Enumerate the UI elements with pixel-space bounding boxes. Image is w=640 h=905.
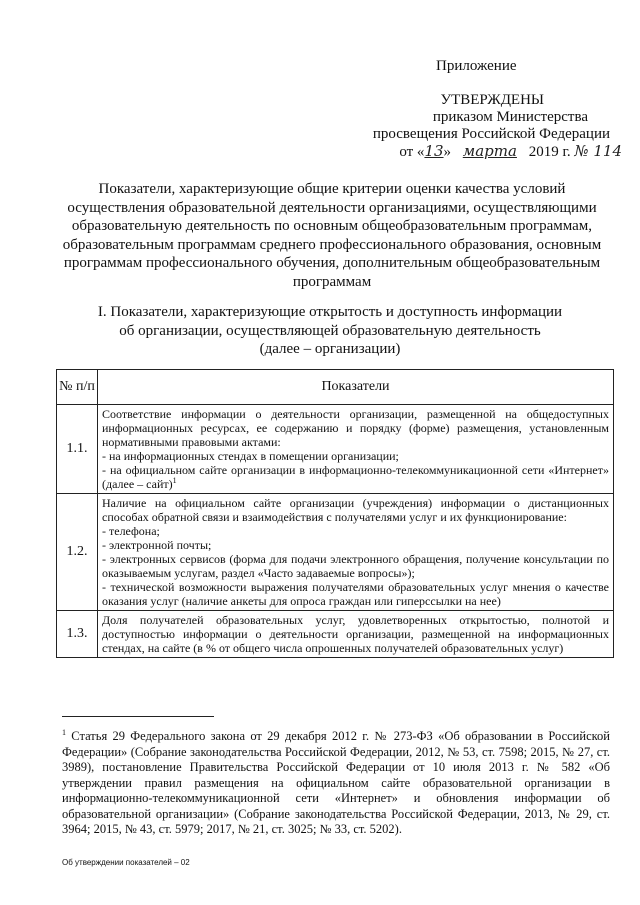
table-row <box>57 405 614 494</box>
order-date-line <box>330 143 622 161</box>
row-text <box>98 494 614 611</box>
row-line: - электронной почты; <box>102 538 212 552</box>
section-title-line-2: об организации, осуществляющей образовательную деятельность <box>119 322 541 339</box>
row-line: Наличие на официальном сайте организации (учреждения) информации о дистанционных способах обратной связи и взаимодействия с получателями услуг и их функционирование: <box>102 496 609 524</box>
row-line: - электронных сервисов (форма для подачи электронного обращения, получение консультации по оказываемым услугам, раздел «Часто задаваемые вопросы»); <box>102 552 609 580</box>
table-header-row <box>57 370 614 405</box>
row-number: 1.2. <box>57 494 98 611</box>
row-line: - на официальном сайте организации в информационно-телекоммуникационной сети «Интернет» (далее – сайт) <box>102 463 609 491</box>
approval-block <box>330 92 622 161</box>
row-line: - телефона; <box>102 524 160 538</box>
table-row <box>57 494 614 611</box>
footnote <box>62 729 610 838</box>
order-line-1: приказом Министерства <box>432 109 588 125</box>
table-row <box>57 611 614 658</box>
approved-label: УТВЕРЖДЕНЫ <box>440 92 544 108</box>
footnote-text: Статья 29 Федерального закона от 29 декабря 2012 г. № 273-ФЗ «Об образовании в Российской Федерации» (Собрание законодательства Российской Федерации, 2012, № 53, ст. 7598; 2015, № 27, ст. 3989), постановление Правительства Российской Федерации от 10 июля 2013 г. № 582 «Об утверждении правил размещения на официальном сайте образовательной организации в информационно-телекоммуникационной сети «Интернет» и обновления информации об образовательной организации» (Собрание законодательства Российской Федерации, 2013, № 29, ст. 3964; 2015, № 43, ст. 5979; 2017, № 21, ст. 3025; № 33, ст. 5202). <box>62 729 610 836</box>
date-prefix: от « <box>399 144 425 160</box>
document-title: Показатели, характеризующие общие критерии оценки качества условий осуществления образовательной деятельности организациями, осуществляющими образовательную деятельность по основным общеобразовательным программам, образовательным программам среднего профессионального образования, основным программам профессионального обучения, дополнительным общеобразовательным программам <box>62 181 602 290</box>
page-footer: Об утверждении показателей – 02 <box>62 858 190 867</box>
date-month: марта <box>462 142 517 160</box>
row-number: 1.1. <box>57 405 98 494</box>
date-year: 2019 г. <box>528 144 571 160</box>
row-text <box>98 611 614 658</box>
section-title-line-1: I. Показатели, характеризующие открытость и доступность информации <box>97 304 563 320</box>
appendix-label: Приложение <box>436 58 517 74</box>
col-indicator-header: Показатели <box>98 370 614 405</box>
row-line: - технической возможности выражения получателями образовательных услуг мнения о качестве оказания услуг (наличие анкеты для опроса граждан или гиперссылки на нее) <box>102 580 609 608</box>
footnote-number: 1 <box>62 727 66 737</box>
section-title-line-3: (далее – организации) <box>259 341 401 357</box>
row-line-with-footnote <box>102 463 609 491</box>
date-mid: » <box>443 144 452 160</box>
row-number: 1.3. <box>57 611 98 658</box>
row-line: - на информационных стендах в помещении организации; <box>102 449 399 463</box>
row-text <box>98 405 614 494</box>
row-line: Соответствие информации о деятельности организации, размещенной на общедоступных информационных ресурсах, ее содержанию и порядку (форме) размещения, установленным нормативными правовыми актами: <box>102 407 609 449</box>
indicators-table <box>56 369 614 658</box>
order-line-2: просвещения Российской Федерации <box>372 126 610 142</box>
footnote-marker: 1 <box>172 476 177 485</box>
order-number: № 114 <box>574 142 622 160</box>
section-title <box>90 303 570 359</box>
footnote-divider <box>62 716 214 717</box>
row-line: Доля получателей образовательных услуг, удовлетворенных открытостью, полнотой и доступностью информации о деятельности организации, размещенной на информационных стендах, на сайте (в % от общего числа опрошенных получателей образовательных услуг) <box>102 613 609 655</box>
col-num-header: № п/п <box>57 370 98 405</box>
date-day: 13 <box>424 142 444 160</box>
